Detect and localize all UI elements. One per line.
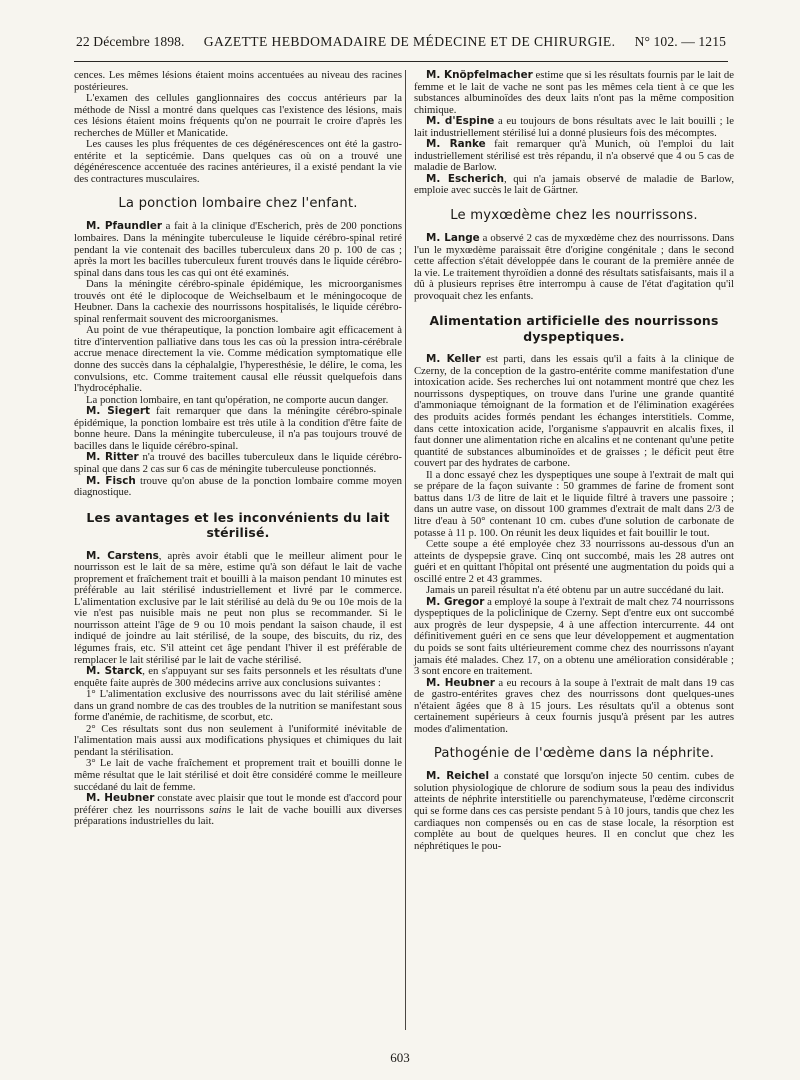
paragraph-text: a constaté que lorsqu'on injecte 50 centim. cubes de solution physiologique de chlorure de sodium sous la peau des individus atteints de néphrite interstitielle ou parenchymateuse, l'œdème circonscrit qui se forme dans ces cas persiste pendant 5 à 10 jours, tandis que chez les cardiaques non compensés ou en cas de stase locale, la résorption est complète au bout de quelques heures. Il en conclut que chez les néphrétiques le pou- bbox=[414, 770, 734, 852]
paragraph-text: constate avec plaisir que tout le monde est d'accord pour préférer chez les nourrissons bbox=[74, 792, 402, 816]
paragraph bbox=[414, 174, 734, 197]
issue-page: N° 102. — 1215 bbox=[634, 34, 726, 49]
paragraph-text: le lait de vache bouilli aux diverses préparations industrielles du lait. bbox=[74, 803, 402, 828]
header-date: 22 Décembre 1898. bbox=[76, 34, 185, 49]
paragraph bbox=[414, 70, 734, 116]
author-name: M. Lange bbox=[426, 232, 480, 245]
paragraph: Cette soupe a été employée chez 33 nourrissons au-dessous d'un an atteints de dyspepsie grave. Cinq ont succombé, mais les 28 autres ont guéri et en quittant l'hôpital ont présenté une augmentation du poids qui a oscillé entre 2 et 43 grammes. bbox=[414, 538, 734, 585]
conclusion-item: 2° Ces résultats sont dus non seulement à l'uniformité inévitable de l'alimentation mais aussi aux modifications physiques et chimiques du lait pendant la stérilisation. bbox=[74, 722, 402, 758]
section-heading: La ponction lombaire chez l'enfant. bbox=[118, 196, 358, 212]
paragraph: L'examen des cellules ganglionnaires des coccus antérieurs par la méthode de Nissl a montré dans quelques cas l'existence des lésions, mais ces lésions étaient moins fréquents qu'on ne pourrait le croire d'après les recherches de Müller et Manicatide. bbox=[74, 92, 402, 139]
paragraph-text: a eu toujours de bons résultats avec le lait bouilli ; le lait industriellement stérilisé lui a donné plusieurs fois des mécomptes. bbox=[414, 115, 734, 139]
paragraph: Les causes les plus fréquentes de ces dégénérescences ont été la gastro-entérite et la septicémie. Dans quelques cas où on a trouvé une dégénérescence accentuée des racines antérieures, il a existé pendant la vie des contractures musculaires. bbox=[74, 138, 402, 185]
page-number: 603 bbox=[390, 1050, 410, 1065]
paragraph bbox=[414, 116, 734, 139]
emphasis: sains bbox=[209, 803, 232, 816]
paragraph bbox=[74, 452, 402, 475]
author-name: M. Siegert bbox=[86, 405, 150, 418]
author-name: M. Gregor bbox=[426, 595, 485, 608]
paragraph-text: , en s'appuyant sur ses faits personnels et les résultats d'une enquête faite auprès de 300 médecins arrive aux conclusions suivantes : bbox=[74, 665, 402, 689]
author-name: M. Escherich bbox=[426, 172, 504, 185]
paragraph bbox=[414, 771, 734, 852]
paragraph-text: fait remarquer qu'à Munich, où l'emploi du lait industriellement stérilisé est très répandu, il n'a observé que 4 ou 5 cas de maladie de Barlow. bbox=[414, 138, 734, 174]
paragraph bbox=[414, 139, 734, 174]
author-name: M. Ritter bbox=[86, 451, 139, 464]
conclusion-item: 1° L'alimentation exclusive des nourrissons avec du lait stérilisé amène dans un grand nombre de cas des troubles de la nutrition se manifestant sous forme d'anémie, de rachitisme, de scorbut, etc. bbox=[74, 688, 402, 724]
paragraph-text: a fait à la clinique d'Escherich, près de 200 ponctions lombaires. Dans la méningite tuberculeuse le liquide cérébro-spinal retiré pendant la vie contenait des bacilles tuberculeux dans 20 p. 100 de cas ; après la mort les bacilles tuberculeux furent trouvés dans le liquide cérébro-spinal dans dans tous les cas qui ont été examinés. bbox=[74, 220, 402, 279]
section-heading: Le myxœdème chez les nourrissons. bbox=[450, 208, 698, 224]
author-name: M. Reichel bbox=[426, 770, 490, 783]
header-rule bbox=[74, 61, 728, 62]
author-name: M. Heubner bbox=[426, 676, 495, 689]
paragraph bbox=[414, 597, 734, 678]
section-heading: Pathogénie de l'œdème dans la néphrite. bbox=[433, 746, 715, 762]
paragraph bbox=[74, 551, 402, 666]
paragraph bbox=[74, 406, 402, 452]
paragraph-text: fait remarquer que dans la méningite cérébro-spinale épidémique, la ponction lombaire est très utile à la condition d'être faite de bonne heure. Dans la méningite tuberculeuse, il n'a pas toujours trouvé de bacilles dans le liquide cérébro-spinal. bbox=[74, 405, 402, 452]
paragraph-text: estime que si les résultats fournis par le lait de femme et le lait de vache ne sont pas les mêmes cela tient à ce que les substances albuminoïdes des deux laits n'ont pas la même composition chimique. bbox=[414, 70, 734, 116]
paragraph: Au point de vue thérapeutique, la ponction lombaire agit efficacement à titre d'intervention palliative dans tous les cas où la pression intra-cérébrale accrue menace directement la vie. Comme médication symptomatique elle donne des succès dans la céphalalgie, l'hyperesthésie, le délire, le coma, les convulsions, etc. Comme traitement causal elle réussit quelquefois dans l'hydrocéphalie. bbox=[74, 324, 402, 395]
paragraph bbox=[74, 476, 402, 499]
paragraph-text: n'a trouvé des bacilles tuberculeux dans le liquide cérébro-spinal que dans 2 cas sur 6 cas de méningite tuberculeuse ponctionnés. bbox=[74, 451, 402, 475]
paragraph-text: a employé la soupe à l'extrait de malt chez 74 nourrissons dyspeptiques de la policlinique de Czerny. Sept d'entre eux ont succombé aux progrès de leur dyspepsie, 4 à une affection intercurrente. 44 ont définitivement guéri en ce sens que leur développement et augmentation du poids se sont faits ultérieurement comme chez des nourrissons n'ayant jamais été malades. Chez 17, on a obtenu une amélioration considérable ; 3 sont encore en traitement. bbox=[414, 595, 734, 678]
paragraph bbox=[414, 233, 734, 302]
paragraph-text: , après avoir établi que le meilleur aliment pour le nourrisson est le lait de sa mère, estime qu'à son défaut le lait de vache proprement et fraîchement trait et bouilli à la maison pendant 10 minutes est préférable au lait stérilisé industriellement et livré par le commerce. L'alimentation exclusive par le lait stérilisé au delà du 9e ou 10e mois de la vie n'est pas nuisible mais ne peut non plus se recommander. Si le nourrisson atteint l'âge de 9 ou 10 mois pendant la saison chaude, il est indiqué de joindre au lait stérilisé, de la soupe, des biscuits, du riz, des légumes frais, etc. S'il atteint cet âge pendant l'hiver il est préférable de remplacer le lait stérilisé par le lait de vache stérilisé. bbox=[74, 549, 402, 666]
paragraph bbox=[414, 354, 734, 469]
paragraph bbox=[74, 666, 402, 689]
left-column bbox=[74, 70, 402, 1030]
paragraph: La ponction lombaire, en tant qu'opération, ne comporte aucun danger. bbox=[86, 393, 389, 406]
paragraph-text: est parti, dans les essais qu'il a faits à la clinique de Czerny, de la conception de la gastro-entérite comme manifestation d'une intoxication acide. Ses recherches lui ont notamment montré que chez les nourrissons dyspeptiques, on trouve dans l'urine une grande quantité d'ammoniaque témoignant de la formation et de l'élimination exagérées des produits acides formés pendant les échanges interstitiels. Comme, dans cette intoxication acide, l'organisme s'appauvrit en alcalis fixes, il faut donner une alimentation riche en alcalins et ne contenant qu'une petite quantité de substances albuminoïdes et de graisses ; le déficit peut être couvert par des hydrates de carbone. bbox=[414, 353, 734, 470]
author-name: M. Pfaundler bbox=[86, 220, 163, 233]
section-heading: Les avantages et les inconvénients du lait stérilisé. bbox=[86, 509, 390, 541]
paragraph: Il a donc essayé chez les dyspeptiques une soupe à l'extrait de malt qui se prépare de la façon suivante : 50 grammes de farine de froment sont battus dans 1/3 de litre de lait et le liquide filtré à travers une passoire ; dans un autre vase, on dissout 100 grammes d'extrait de malt dans 2/3 de litre d'eau à 50° contenant 10 cm. cubes d'une solution de carbonate de potasse à 11 p. 100. On réunit les deux liquides et fait bouillir le tout. bbox=[414, 468, 734, 539]
paragraph-text: a observé 2 cas de myxœdème chez des nourrissons. Dans l'un le myxœdème paraissait être d'origine congénitale ; dans le second cette affection s'était développée dans le courant de la première année de la vie. Le traitement thyroïdien a donné des résultats satisfaisants, mais il a dû à plusieurs reprises être interrompu à cause de l'état d'agitation qu'il provoquait chez les enfants. bbox=[414, 232, 734, 302]
author-name: M. Carstens bbox=[86, 549, 159, 562]
journal-title: GAZETTE HEBDOMADAIRE DE MÉDECINE ET DE CHIRURGIE. bbox=[203, 34, 616, 49]
author-name: M. Keller bbox=[426, 353, 481, 366]
author-name: M. Fisch bbox=[86, 474, 136, 487]
paragraph: Dans la méningite cérébro-spinale épidémique, les microorganismes trouvés ont été le diplocoque de Weichselbaum et le méningocoque de Heubner. Dans la cachexie des nourrissons hospitalisés, le liquide cérébro-spinal renfermait souvent des microorganismes. bbox=[74, 278, 402, 325]
paragraph bbox=[74, 793, 402, 828]
conclusion-item: 3° Le lait de vache fraîchement et proprement trait et bouilli donne le même résultat que le lait stérilisé et doit être considéré comme le meilleure succédané du lait de femme. bbox=[74, 757, 402, 793]
paragraph-text: a eu recours à la soupe à l'extrait de malt dans 19 cas de gastro-entérites graves chez des nourrissons dont quelques-unes n'étaient âgées que 8 à 15 jours. Les résultats qu'il a obtenus sont certainement supérieurs à ceux fournis jusqu'à présent par les autres modes d'alimentation. bbox=[414, 676, 734, 735]
author-name: M. d'Espine bbox=[426, 115, 495, 128]
running-header bbox=[76, 34, 726, 56]
paragraph bbox=[74, 221, 402, 279]
section-heading: Alimentation artificielle des nourrissons dyspeptiques. bbox=[429, 313, 719, 344]
paragraph-text: trouve qu'on abuse de la ponction lombaire comme moyen diagnostique. bbox=[74, 474, 402, 499]
paragraph-text: , qui n'a jamais observé de maladie de Barlow, emploie avec succès le lait de Gärtner. bbox=[414, 172, 734, 197]
right-column bbox=[405, 70, 734, 1030]
author-name: M. Ranke bbox=[426, 138, 486, 151]
author-name: M. Heubner bbox=[86, 792, 155, 805]
paragraph: Jamais un pareil résultat n'a été obtenu par un autre succédané du lait. bbox=[426, 584, 724, 597]
author-name: M. Knöpfelmacher bbox=[426, 70, 533, 81]
paragraph: cences. Les mêmes lésions étaient moins accentuées au niveau des racines postérieures. bbox=[74, 70, 402, 93]
author-name: M. Starck bbox=[86, 665, 143, 678]
paragraph bbox=[414, 678, 734, 736]
